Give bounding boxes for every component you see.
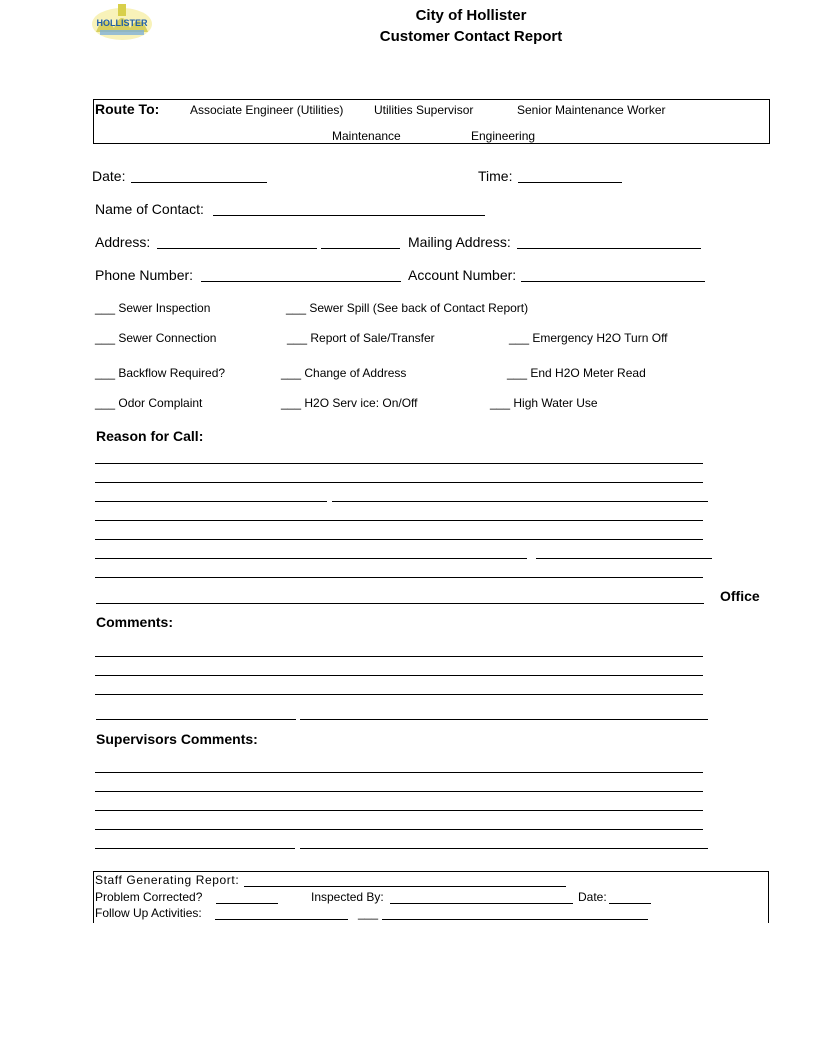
comments-line[interactable] <box>95 694 703 695</box>
staff-generating-label: Staff Generating Report: <box>95 873 240 887</box>
time-label: Time: <box>478 168 513 184</box>
problem-corrected-label: Problem Corrected? <box>95 890 203 904</box>
check-sewer-connection[interactable]: ___ Sewer Connection <box>95 331 217 345</box>
inspected-by-field[interactable] <box>390 903 573 904</box>
comments-line[interactable] <box>300 719 708 720</box>
date-label: Date: <box>92 168 126 184</box>
reason-line[interactable] <box>95 577 703 578</box>
staff-date-label: Date: <box>578 890 607 904</box>
route-option-utilities-supervisor: Utilities Supervisor <box>374 103 474 117</box>
inspected-by-label: Inspected By: <box>311 890 384 904</box>
route-option-engineering: Engineering <box>471 129 536 143</box>
reason-line[interactable] <box>95 558 527 559</box>
follow-up-field-1[interactable] <box>215 919 348 920</box>
reason-line[interactable] <box>95 520 703 521</box>
address-field-2[interactable] <box>321 248 400 249</box>
account-number-field[interactable] <box>521 281 705 282</box>
office-label: Office <box>720 588 760 604</box>
account-number-label: Account Number: <box>408 267 517 283</box>
reason-line[interactable] <box>95 501 327 502</box>
check-backflow-required[interactable]: ___ Backflow Required? <box>95 366 226 380</box>
check-sewer-inspection[interactable]: ___ Sewer Inspection <box>95 301 211 315</box>
address-label: Address: <box>95 234 151 250</box>
supervisors-comments-heading: Supervisors Comments: <box>96 731 258 747</box>
supervisors-line[interactable] <box>95 848 295 849</box>
check-high-water-use[interactable]: ___ High Water Use <box>490 396 598 410</box>
follow-up-field-2[interactable] <box>382 919 648 920</box>
reason-line[interactable] <box>332 501 708 502</box>
route-to-label: Route To: <box>95 101 160 117</box>
reason-for-call-heading: Reason for Call: <box>96 428 204 444</box>
name-of-contact-label: Name of Contact: <box>95 201 204 217</box>
reason-line[interactable] <box>536 558 712 559</box>
reason-line[interactable] <box>95 463 703 464</box>
staff-date-field[interactable] <box>609 903 651 904</box>
svg-text:HOLLISTER: HOLLISTER <box>96 18 148 28</box>
check-end-meter-read[interactable]: ___ End H2O Meter Read <box>507 366 646 380</box>
reason-line[interactable] <box>95 539 703 540</box>
route-option-associate-engineer: Associate Engineer (Utilities) <box>190 103 344 117</box>
phone-number-field[interactable] <box>201 281 401 282</box>
reason-line[interactable] <box>96 603 704 604</box>
problem-corrected-field[interactable] <box>216 903 278 904</box>
supervisors-line[interactable] <box>300 848 708 849</box>
comments-line[interactable] <box>95 656 703 657</box>
route-option-maintenance: Maintenance <box>332 129 401 143</box>
time-field[interactable] <box>518 182 622 183</box>
mailing-address-field[interactable] <box>517 248 701 249</box>
check-emergency-turn-off[interactable]: ___ Emergency H2O Turn Off <box>509 331 668 345</box>
comments-line[interactable] <box>96 719 296 720</box>
supervisors-line[interactable] <box>95 810 703 811</box>
comments-line[interactable] <box>95 675 703 676</box>
supervisors-line[interactable] <box>95 829 703 830</box>
phone-number-label: Phone Number: <box>95 267 194 283</box>
mailing-address-label: Mailing Address: <box>408 234 511 250</box>
reason-line[interactable] <box>95 482 703 483</box>
page-subtitle: Customer Contact Report <box>379 28 563 45</box>
route-option-senior-maintenance-worker: Senior Maintenance Worker <box>517 103 666 117</box>
check-change-of-address[interactable]: ___ Change of Address <box>281 366 407 380</box>
check-odor-complaint[interactable]: ___ Odor Complaint <box>95 396 203 410</box>
check-report-of-sale[interactable]: ___ Report of Sale/Transfer <box>287 331 435 345</box>
check-sewer-spill[interactable]: ___ Sewer Spill (See back of Contact Report) <box>286 301 529 315</box>
check-h2o-service[interactable]: ___ H2O Serv ice: On/Off <box>281 396 418 410</box>
staff-generating-field[interactable] <box>244 886 566 887</box>
supervisors-line[interactable] <box>95 772 703 773</box>
follow-up-mark: ___ <box>358 906 379 920</box>
date-field[interactable] <box>131 182 267 183</box>
name-of-contact-field[interactable] <box>213 215 485 216</box>
follow-up-label: Follow Up Activities: <box>95 906 202 920</box>
page-title: City of Hollister <box>415 7 527 24</box>
comments-heading: Comments: <box>96 614 174 630</box>
address-field-1[interactable] <box>157 248 317 249</box>
supervisors-line[interactable] <box>95 791 703 792</box>
